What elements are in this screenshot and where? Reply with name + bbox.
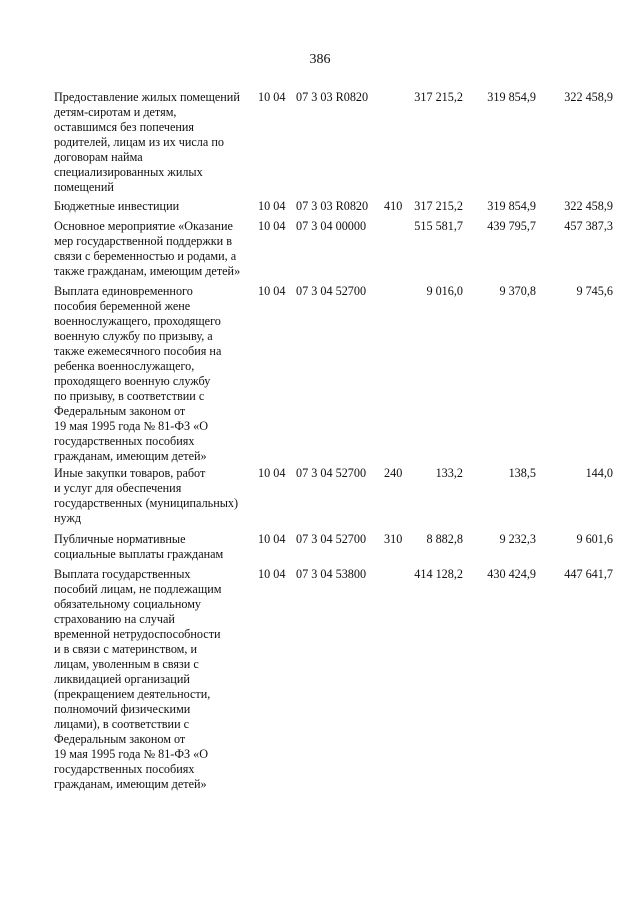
row-value-year1: 133,2 bbox=[435, 466, 463, 480]
row-expense-type: 240 bbox=[384, 466, 403, 480]
row-target-code: 07 3 04 52700 bbox=[296, 284, 367, 298]
row-description: Основное мероприятие «Оказание мер государственной поддержки в связи с беременностью и родами, а также гражданам, имеющим детей» bbox=[54, 219, 241, 278]
row-section-code: 10 04 bbox=[258, 466, 286, 480]
row-description: Бюджетные инвестиции bbox=[54, 199, 180, 213]
row-section-code: 10 04 bbox=[258, 567, 286, 581]
row-value-year3: 322 458,9 bbox=[564, 90, 613, 104]
row-target-code: 07 3 03 R0820 bbox=[296, 199, 369, 213]
row-target-code: 07 3 04 53800 bbox=[296, 567, 367, 581]
row-target-code: 07 3 04 00000 bbox=[296, 219, 367, 233]
row-value-year2: 319 854,9 bbox=[487, 90, 536, 104]
row-value-year1: 515 581,7 bbox=[414, 219, 463, 233]
row-section-code: 10 04 bbox=[258, 532, 286, 546]
row-description: Предоставление жилых помещений детям-сиротам и детям, оставшимся без попечения родителей, лицам из их числа по договорам найма специализированных жилых помещений bbox=[54, 90, 240, 194]
row-value-year2: 9 370,8 bbox=[499, 284, 536, 298]
row-value-year3: 447 641,7 bbox=[564, 567, 613, 581]
row-value-year3: 322 458,9 bbox=[564, 199, 613, 213]
row-expense-type: 410 bbox=[384, 199, 403, 213]
row-section-code: 10 04 bbox=[258, 219, 286, 233]
row-value-year1: 414 128,2 bbox=[414, 567, 463, 581]
row-value-year2: 430 424,9 bbox=[487, 567, 536, 581]
row-description: Выплата государственных пособий лицам, не подлежащим обязательному социальному страхованию на случай временной нетрудоспособности и в связи с материнством, и лицам, уволенным в связи с ликвидацией организаций (прекращением деятельности, полномочий физическими лицами), в соответствии с Федеральным законом от 19 мая 1995 года № 81-ФЗ «О государственных пособиях гражданам, имеющим детей» bbox=[54, 567, 222, 791]
row-target-code: 07 3 04 52700 bbox=[296, 466, 367, 480]
row-value-year3: 144,0 bbox=[585, 466, 613, 480]
row-value-year2: 138,5 bbox=[508, 466, 536, 480]
row-value-year1: 317 215,2 bbox=[414, 199, 463, 213]
row-description: Выплата единовременного пособия беременной жене военнослужащего, проходящего военную службу по призыву, а также ежемесячного пособия на ребенка военнослужащего, проходящего военную службу по призыву, в соответствии с Федеральным законом от 19 мая 1995 года № 81-ФЗ «О государственных пособиях гражданам, имеющим детей» bbox=[54, 284, 222, 463]
row-description: Публичные нормативные социальные выплаты гражданам bbox=[54, 532, 224, 561]
row-value-year2: 9 232,3 bbox=[499, 532, 536, 546]
row-value-year3: 457 387,3 bbox=[564, 219, 613, 233]
row-value-year1: 8 882,8 bbox=[426, 532, 463, 546]
row-expense-type: 310 bbox=[384, 532, 403, 546]
row-section-code: 10 04 bbox=[258, 284, 286, 298]
row-value-year3: 9 601,6 bbox=[576, 532, 613, 546]
row-value-year1: 9 016,0 bbox=[426, 284, 463, 298]
row-value-year2: 439 795,7 bbox=[487, 219, 536, 233]
page-number: 386 bbox=[309, 52, 331, 67]
row-description: Иные закупки товаров, работ и услуг для обеспечения государственных (муниципальных) нужд bbox=[54, 466, 239, 525]
row-section-code: 10 04 bbox=[258, 90, 286, 104]
row-target-code: 07 3 03 R0820 bbox=[296, 90, 369, 104]
row-value-year2: 319 854,9 bbox=[487, 199, 536, 213]
row-value-year1: 317 215,2 bbox=[414, 90, 463, 104]
row-section-code: 10 04 bbox=[258, 199, 286, 213]
row-target-code: 07 3 04 52700 bbox=[296, 532, 367, 546]
row-value-year3: 9 745,6 bbox=[576, 284, 613, 298]
